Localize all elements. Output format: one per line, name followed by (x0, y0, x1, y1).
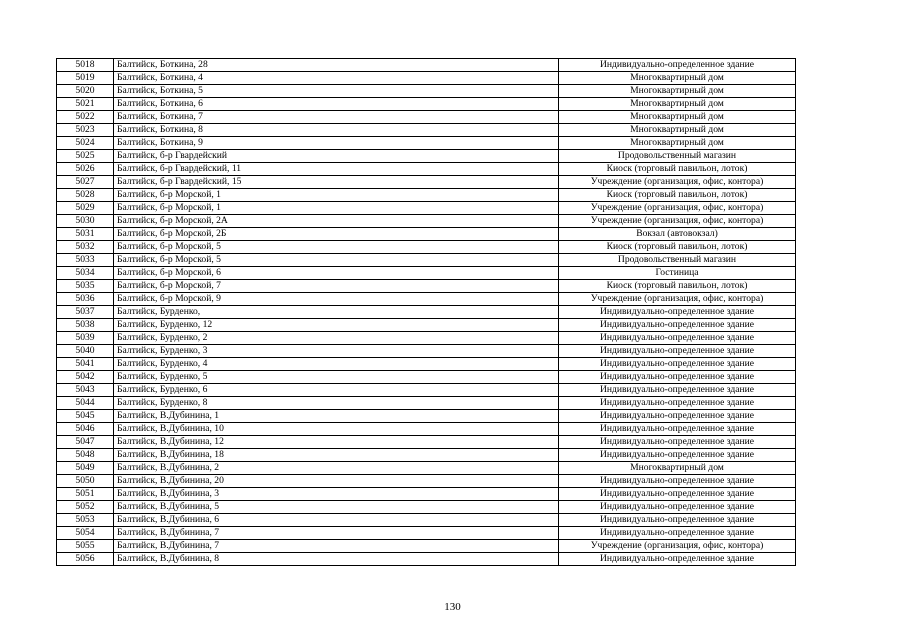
object-type-cell: Киоск (торговый павильон, лоток) (559, 163, 796, 176)
object-type-cell: Продовольственный магазин (559, 150, 796, 163)
object-type-cell: Индивидуально-определенное здание (559, 527, 796, 540)
object-type-cell: Учреждение (организация, офис, контора) (559, 176, 796, 189)
row-number-cell: 5026 (57, 163, 114, 176)
table-row (57, 267, 796, 280)
object-type-cell: Индивидуально-определенное здание (559, 475, 796, 488)
row-number-cell: 5025 (57, 150, 114, 163)
table-row (57, 462, 796, 475)
object-type-cell: Многоквартирный дом (559, 462, 796, 475)
address-cell: Балтийск, Бурденко, (114, 306, 559, 319)
object-type-cell: Учреждение (организация, офис, контора) (559, 540, 796, 553)
object-type-cell: Многоквартирный дом (559, 98, 796, 111)
address-cell: Балтийск, Боткина, 9 (114, 137, 559, 150)
row-number-cell: 5022 (57, 111, 114, 124)
address-cell: Балтийск, б-р Морской, 2Б (114, 228, 559, 241)
row-number-cell: 5052 (57, 501, 114, 514)
row-number-cell: 5023 (57, 124, 114, 137)
address-cell: Балтийск, б-р Морской, 2А (114, 215, 559, 228)
table-row (57, 176, 796, 189)
table-row (57, 293, 796, 306)
address-cell: Балтийск, б-р Морской, 6 (114, 267, 559, 280)
row-number-cell: 5027 (57, 176, 114, 189)
table-row (57, 59, 796, 72)
address-cell: Балтийск, В.Дубинина, 3 (114, 488, 559, 501)
row-number-cell: 5048 (57, 449, 114, 462)
row-number-cell: 5039 (57, 332, 114, 345)
object-type-cell: Индивидуально-определенное здание (559, 332, 796, 345)
row-number-cell: 5035 (57, 280, 114, 293)
address-cell: Балтийск, В.Дубинина, 7 (114, 540, 559, 553)
address-cell: Балтийск, В.Дубинина, 5 (114, 501, 559, 514)
address-cell: Балтийск, б-р Морской, 9 (114, 293, 559, 306)
object-type-cell: Многоквартирный дом (559, 111, 796, 124)
table-row (57, 241, 796, 254)
table-row (57, 345, 796, 358)
table-row (57, 254, 796, 267)
address-cell: Балтийск, Боткина, 4 (114, 72, 559, 85)
table-row (57, 332, 796, 345)
address-cell: Балтийск, В.Дубинина, 6 (114, 514, 559, 527)
object-type-cell: Индивидуально-определенное здание (559, 501, 796, 514)
object-type-cell: Киоск (торговый павильон, лоток) (559, 189, 796, 202)
address-cell: Балтийск, В.Дубинина, 10 (114, 423, 559, 436)
address-cell: Балтийск, В.Дубинина, 12 (114, 436, 559, 449)
address-cell: Балтийск, В.Дубинина, 20 (114, 475, 559, 488)
object-type-cell: Многоквартирный дом (559, 85, 796, 98)
row-number-cell: 5044 (57, 397, 114, 410)
address-cell: Балтийск, Бурденко, 6 (114, 384, 559, 397)
table-row (57, 150, 796, 163)
object-type-cell: Продовольственный магазин (559, 254, 796, 267)
address-cell: Балтийск, В.Дубинина, 2 (114, 462, 559, 475)
registry-table-body (57, 59, 796, 566)
table-row (57, 540, 796, 553)
table-row (57, 137, 796, 150)
address-cell: Балтийск, Боткина, 28 (114, 59, 559, 72)
table-row (57, 436, 796, 449)
row-number-cell: 5054 (57, 527, 114, 540)
row-number-cell: 5050 (57, 475, 114, 488)
table-row (57, 384, 796, 397)
address-cell: Балтийск, Бурденко, 3 (114, 345, 559, 358)
object-type-cell: Индивидуально-определенное здание (559, 423, 796, 436)
object-type-cell: Учреждение (организация, офис, контора) (559, 215, 796, 228)
table-row (57, 215, 796, 228)
table-row (57, 111, 796, 124)
object-type-cell: Вокзал (автовокзал) (559, 228, 796, 241)
table-row (57, 410, 796, 423)
table-row (57, 527, 796, 540)
row-number-cell: 5028 (57, 189, 114, 202)
address-cell: Балтийск, В.Дубинина, 7 (114, 527, 559, 540)
object-type-cell: Индивидуально-определенное здание (559, 59, 796, 72)
row-number-cell: 5038 (57, 319, 114, 332)
address-cell: Балтийск, Боткина, 6 (114, 98, 559, 111)
object-type-cell: Учреждение (организация, офис, контора) (559, 293, 796, 306)
object-type-cell: Индивидуально-определенное здание (559, 319, 796, 332)
table-row (57, 124, 796, 137)
object-type-cell: Индивидуально-определенное здание (559, 358, 796, 371)
object-type-cell: Индивидуально-определенное здание (559, 345, 796, 358)
address-cell: Балтийск, б-р Морской, 5 (114, 254, 559, 267)
table-row (57, 202, 796, 215)
row-number-cell: 5046 (57, 423, 114, 436)
table-row (57, 475, 796, 488)
table-row (57, 280, 796, 293)
object-type-cell: Многоквартирный дом (559, 72, 796, 85)
table-row (57, 98, 796, 111)
address-cell: Балтийск, Бурденко, 5 (114, 371, 559, 384)
row-number-cell: 5020 (57, 85, 114, 98)
object-type-cell: Многоквартирный дом (559, 124, 796, 137)
object-type-cell: Киоск (торговый павильон, лоток) (559, 280, 796, 293)
address-cell: Балтийск, б-р Морской, 7 (114, 280, 559, 293)
table-row (57, 488, 796, 501)
row-number-cell: 5029 (57, 202, 114, 215)
table-row (57, 514, 796, 527)
page-number: 130 (444, 601, 461, 613)
object-type-cell: Гостиница (559, 267, 796, 280)
object-type-cell: Киоск (торговый павильон, лоток) (559, 241, 796, 254)
row-number-cell: 5042 (57, 371, 114, 384)
address-cell: Балтийск, б-р Гвардейский, 15 (114, 176, 559, 189)
table-row (57, 72, 796, 85)
address-cell: Балтийск, б-р Морской, 1 (114, 202, 559, 215)
address-cell: Балтийск, Боткина, 5 (114, 85, 559, 98)
registry-table (56, 58, 796, 566)
row-number-cell: 5047 (57, 436, 114, 449)
address-cell: Балтийск, Боткина, 7 (114, 111, 559, 124)
row-number-cell: 5040 (57, 345, 114, 358)
row-number-cell: 5051 (57, 488, 114, 501)
table-row (57, 228, 796, 241)
row-number-cell: 5055 (57, 540, 114, 553)
address-cell: Балтийск, Боткина, 8 (114, 124, 559, 137)
object-type-cell: Индивидуально-определенное здание (559, 488, 796, 501)
row-number-cell: 5053 (57, 514, 114, 527)
row-number-cell: 5019 (57, 72, 114, 85)
row-number-cell: 5018 (57, 59, 114, 72)
address-cell: Балтийск, б-р Морской, 1 (114, 189, 559, 202)
table-row (57, 449, 796, 462)
address-cell: Балтийск, Бурденко, 4 (114, 358, 559, 371)
address-cell: Балтийск, Бурденко, 12 (114, 319, 559, 332)
address-cell: Балтийск, б-р Гвардейский (114, 150, 559, 163)
address-cell: Балтийск, Бурденко, 2 (114, 332, 559, 345)
address-cell: Балтийск, В.Дубинина, 8 (114, 553, 559, 566)
object-type-cell: Индивидуально-определенное здание (559, 449, 796, 462)
row-number-cell: 5056 (57, 553, 114, 566)
row-number-cell: 5037 (57, 306, 114, 319)
table-row (57, 358, 796, 371)
row-number-cell: 5034 (57, 267, 114, 280)
address-cell: Балтийск, Бурденко, 8 (114, 397, 559, 410)
address-cell: Балтийск, В.Дубинина, 18 (114, 449, 559, 462)
table-row (57, 371, 796, 384)
object-type-cell: Учреждение (организация, офис, контора) (559, 202, 796, 215)
row-number-cell: 5033 (57, 254, 114, 267)
row-number-cell: 5021 (57, 98, 114, 111)
row-number-cell: 5031 (57, 228, 114, 241)
row-number-cell: 5036 (57, 293, 114, 306)
table-row (57, 397, 796, 410)
table-row (57, 306, 796, 319)
object-type-cell: Многоквартирный дом (559, 137, 796, 150)
object-type-cell: Индивидуально-определенное здание (559, 514, 796, 527)
object-type-cell: Индивидуально-определенное здание (559, 306, 796, 319)
row-number-cell: 5043 (57, 384, 114, 397)
object-type-cell: Индивидуально-определенное здание (559, 371, 796, 384)
address-cell: Балтийск, В.Дубинина, 1 (114, 410, 559, 423)
table-row (57, 319, 796, 332)
object-type-cell: Индивидуально-определенное здание (559, 384, 796, 397)
table-row (57, 189, 796, 202)
object-type-cell: Индивидуально-определенное здание (559, 397, 796, 410)
row-number-cell: 5041 (57, 358, 114, 371)
object-type-cell: Индивидуально-определенное здание (559, 553, 796, 566)
row-number-cell: 5049 (57, 462, 114, 475)
table-row (57, 423, 796, 436)
object-type-cell: Индивидуально-определенное здание (559, 410, 796, 423)
row-number-cell: 5045 (57, 410, 114, 423)
address-cell: Балтийск, б-р Морской, 5 (114, 241, 559, 254)
row-number-cell: 5030 (57, 215, 114, 228)
table-row (57, 163, 796, 176)
table-row (57, 553, 796, 566)
address-cell: Балтийск, б-р Гвардейский, 11 (114, 163, 559, 176)
table-row (57, 85, 796, 98)
row-number-cell: 5032 (57, 241, 114, 254)
row-number-cell: 5024 (57, 137, 114, 150)
object-type-cell: Индивидуально-определенное здание (559, 436, 796, 449)
table-row (57, 501, 796, 514)
